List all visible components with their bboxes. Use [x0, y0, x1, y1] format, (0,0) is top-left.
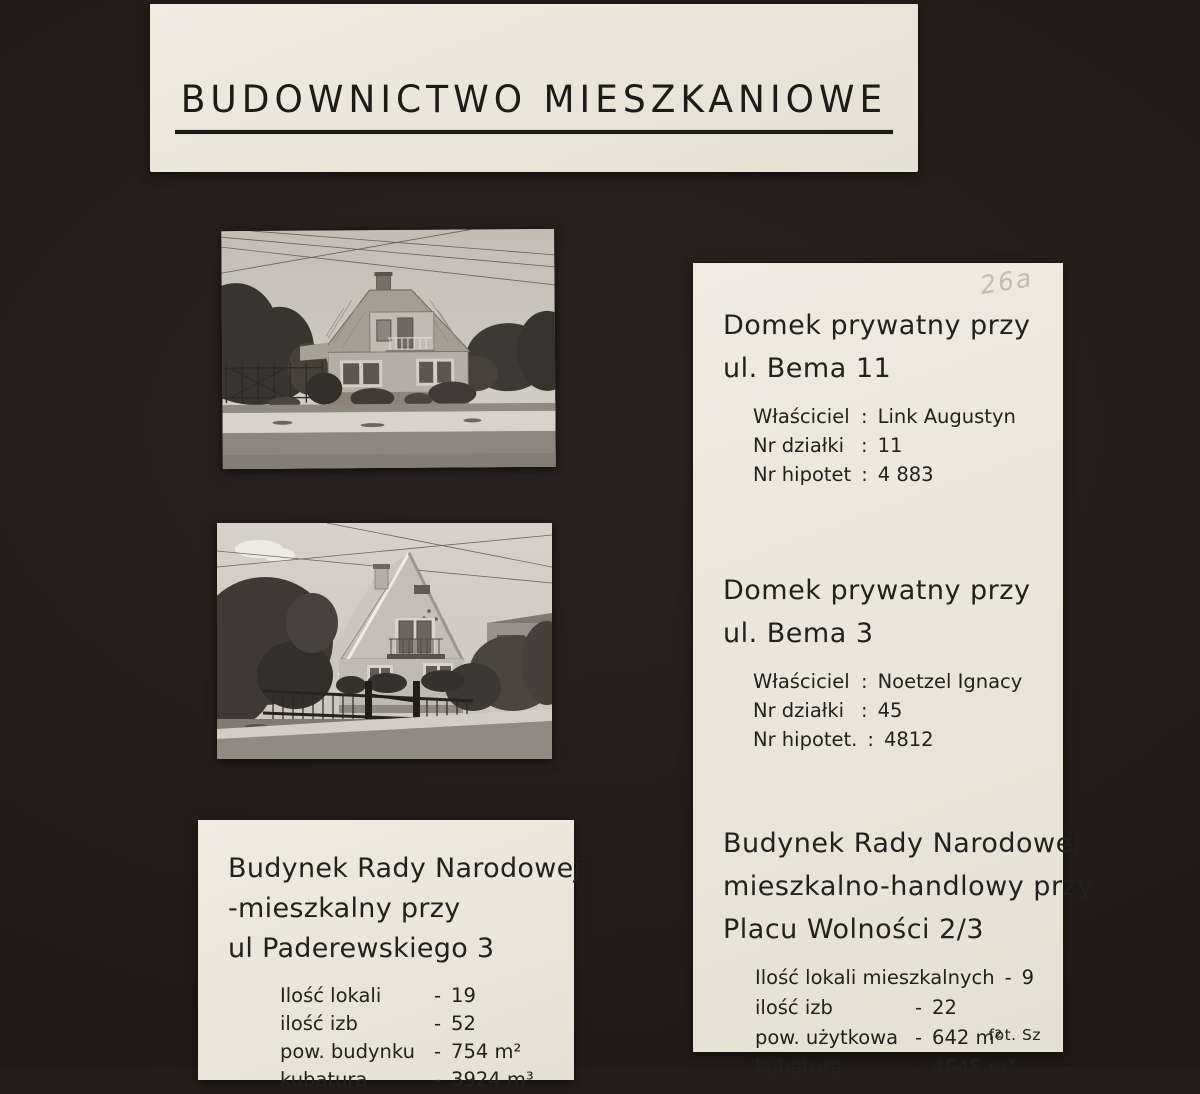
- detail-row-dwelling-count: Ilość lokali mieszkalnych - 9: [755, 963, 1063, 993]
- detail-row-plot-number: Nr działki : 11: [753, 431, 1063, 460]
- property-title: Domek prywatny przy ul. Bema 3: [693, 569, 1063, 655]
- detail-row-cubature: kubatura - 4645 m³: [755, 1053, 1063, 1083]
- detail-row-building-area: pow. budynku - 754 m²: [280, 1038, 574, 1066]
- property-info-panel-paderewskiego: [198, 820, 574, 1080]
- detail-row-owner: Właściciel : Noetzel Ignacy: [753, 667, 1063, 696]
- property-title: Budynek Rady Narodowej -mieszkalny przy ul Paderewskiego 3: [198, 820, 574, 969]
- detail-row-plot-number: Nr działki : 45: [753, 696, 1063, 725]
- photo-house-gable-roof: [217, 523, 552, 759]
- property-details: [198, 982, 574, 1094]
- property-title: Domek prywatny przy ul. Bema 11: [693, 304, 1063, 390]
- property-block-bema-11: [693, 263, 1063, 489]
- house-photo-1-illustration: [221, 229, 556, 469]
- page-title: BUDOWNICTWO MIESZKANIOWE: [175, 79, 894, 134]
- detail-row-usable-area: pow. użytkowa - 642 m²: [755, 1023, 1063, 1053]
- detail-row-room-count: ilość izb - 52: [280, 1010, 574, 1038]
- photo-house-gambrel-roof: [221, 229, 556, 469]
- property-title: Budynek Rady Narodowej mieszkalno-handlowy przy Placu Wolności 2/3: [693, 822, 1063, 951]
- photo-credit: fot. Sz: [989, 1026, 1041, 1044]
- house-photo-2-illustration: [217, 523, 552, 759]
- title-card: [150, 4, 918, 172]
- property-details: [693, 963, 1063, 1083]
- detail-row-cubature: kubatura - 3924 m³: [280, 1066, 574, 1094]
- detail-row-mortgage-number: Nr hipotet : 4 883: [753, 460, 1063, 489]
- handwritten-page-mark: 26a: [978, 263, 1035, 300]
- property-details: [693, 667, 1063, 754]
- detail-row-mortgage-number: Nr hipotet. : 4812: [753, 725, 1063, 754]
- property-block-bema-3: [693, 569, 1063, 754]
- property-details: [693, 402, 1063, 489]
- detail-row-owner: Właściciel : Link Augustyn: [753, 402, 1063, 431]
- detail-row-dwelling-count: Ilość lokali - 19: [280, 982, 574, 1010]
- property-info-panel-right: [693, 263, 1063, 1052]
- detail-row-room-count: ilość izb - 22: [755, 993, 1063, 1023]
